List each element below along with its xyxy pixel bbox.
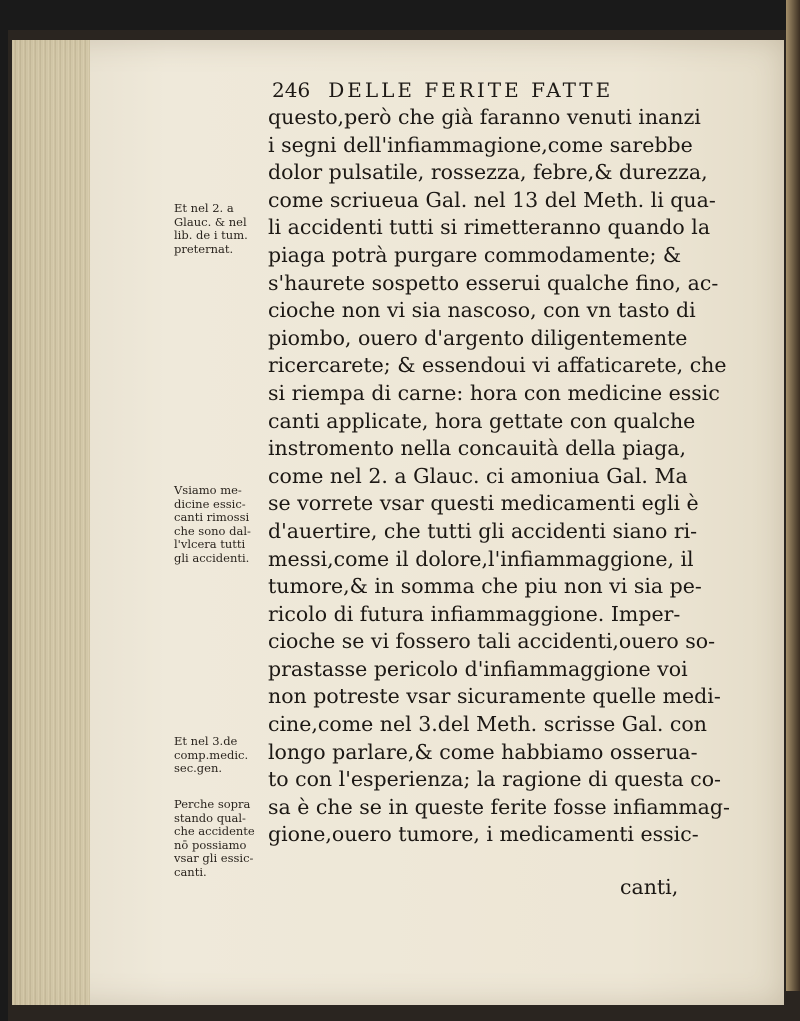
text-line: prastasse pericolo d'infiammaggione voi [268,656,688,681]
margin-note [174,798,264,879]
text-line: questo,però che già faranno venuti inanzi [268,105,701,129]
running-header [272,78,652,102]
margin-note-line: canti. [174,864,207,879]
running-title: DELLE FERITE FATTE [328,78,614,102]
margin-note-line: gli accidenti. [174,550,250,565]
margin-note [174,202,264,256]
margin-note-line: che sono dal- [174,523,251,538]
text-line: s'haurete sospetto esserui qualche fino, ac- [268,270,719,295]
text-line: messi,come il dolore,l'infiammaggione, il [268,546,694,571]
text-line: cioche se vi fossero tali accidenti,ouero so- [268,629,716,654]
text-line: si riempa di carne: hora con medicine essic [268,380,720,405]
margin-note-line: Perche sopra [174,797,251,811]
text-line: ricolo di futura infiammaggione. Imper- [268,601,681,626]
text-line: sa è che se in queste ferite fosse infiammag- [268,794,730,819]
text-line: non potreste vsar sicuramente quelle medi- [268,684,721,709]
margin-note-line: Et nel 3.de [174,734,238,748]
text-line: cioche non vi sia nascoso, con vn tasto di [268,298,696,323]
text-line: to con l'esperienza; la ragione di questa co- [268,767,721,792]
margin-note-line: comp.medic. [174,747,249,762]
catchword: canti, [620,875,679,899]
margin-note-line: lib. de i tum. [174,228,248,242]
margin-note [174,735,264,776]
margin-note-line: Et nel 2. a [174,201,234,215]
text-line: piombo, ouero d'argento diligentemente [268,325,688,350]
text-line: dolor pulsatile, rossezza, febre,& durezza, [268,160,708,185]
main-text [268,104,738,849]
text-line: cine,come nel 3.del Meth. scrisse Gal. con [268,712,707,737]
margin-note-line: Vsiamo me- [174,483,242,497]
margin-note-line: canti rimossi [174,510,250,524]
text-line: d'auertire, che tutti gli accidenti siano ri- [268,518,698,543]
text-line: come nel 2. a Glauc. ci amoniua Gal. Ma [268,463,688,488]
text-line: ricercarete; & essendoui vi affaticarete, che [268,353,727,378]
margin-note-line: dicine essic- [174,496,246,511]
text-line: gione,ouero tumore, i medicamenti essic- [268,822,699,847]
margin-note-line: vsar gli essic- [174,851,254,865]
text-line: piaga potrà purgare commodamente; & [268,242,682,267]
text-line: longo parlare,& come habbiamo osserua- [268,739,698,764]
margin-note-line: sec.gen. [174,761,223,775]
margin-note-line: preternat. [174,241,234,256]
margin-note-line: Glauc. & nel [174,214,247,229]
page-edges [12,40,90,1005]
text-line: come scriueua Gal. nel 13 del Meth. li qua- [268,187,716,212]
text-line: i segni dell'infiammagione,come sarebbe [268,132,693,157]
text-line: li accidenti tutti si rimetteranno quando la [268,215,711,240]
page-number: 246 [272,78,311,102]
text-line: instromento nella concauità della piaga, [268,436,687,461]
margin-note-line: stando qual- [174,810,246,825]
text-line: se vorrete vsar questi medicamenti egli è [268,491,699,516]
margin-note [174,484,264,565]
margin-note-line: l'vlcera tutti [174,537,246,551]
book-edge [786,0,800,991]
text-line: canti applicate, hora gettate con qualche [268,408,696,433]
margin-note-line: che accidente [174,824,255,838]
text-line: tumore,& in somma che piu non vi sia pe- [268,574,702,599]
margin-note-line: nō possiamo [174,837,247,852]
